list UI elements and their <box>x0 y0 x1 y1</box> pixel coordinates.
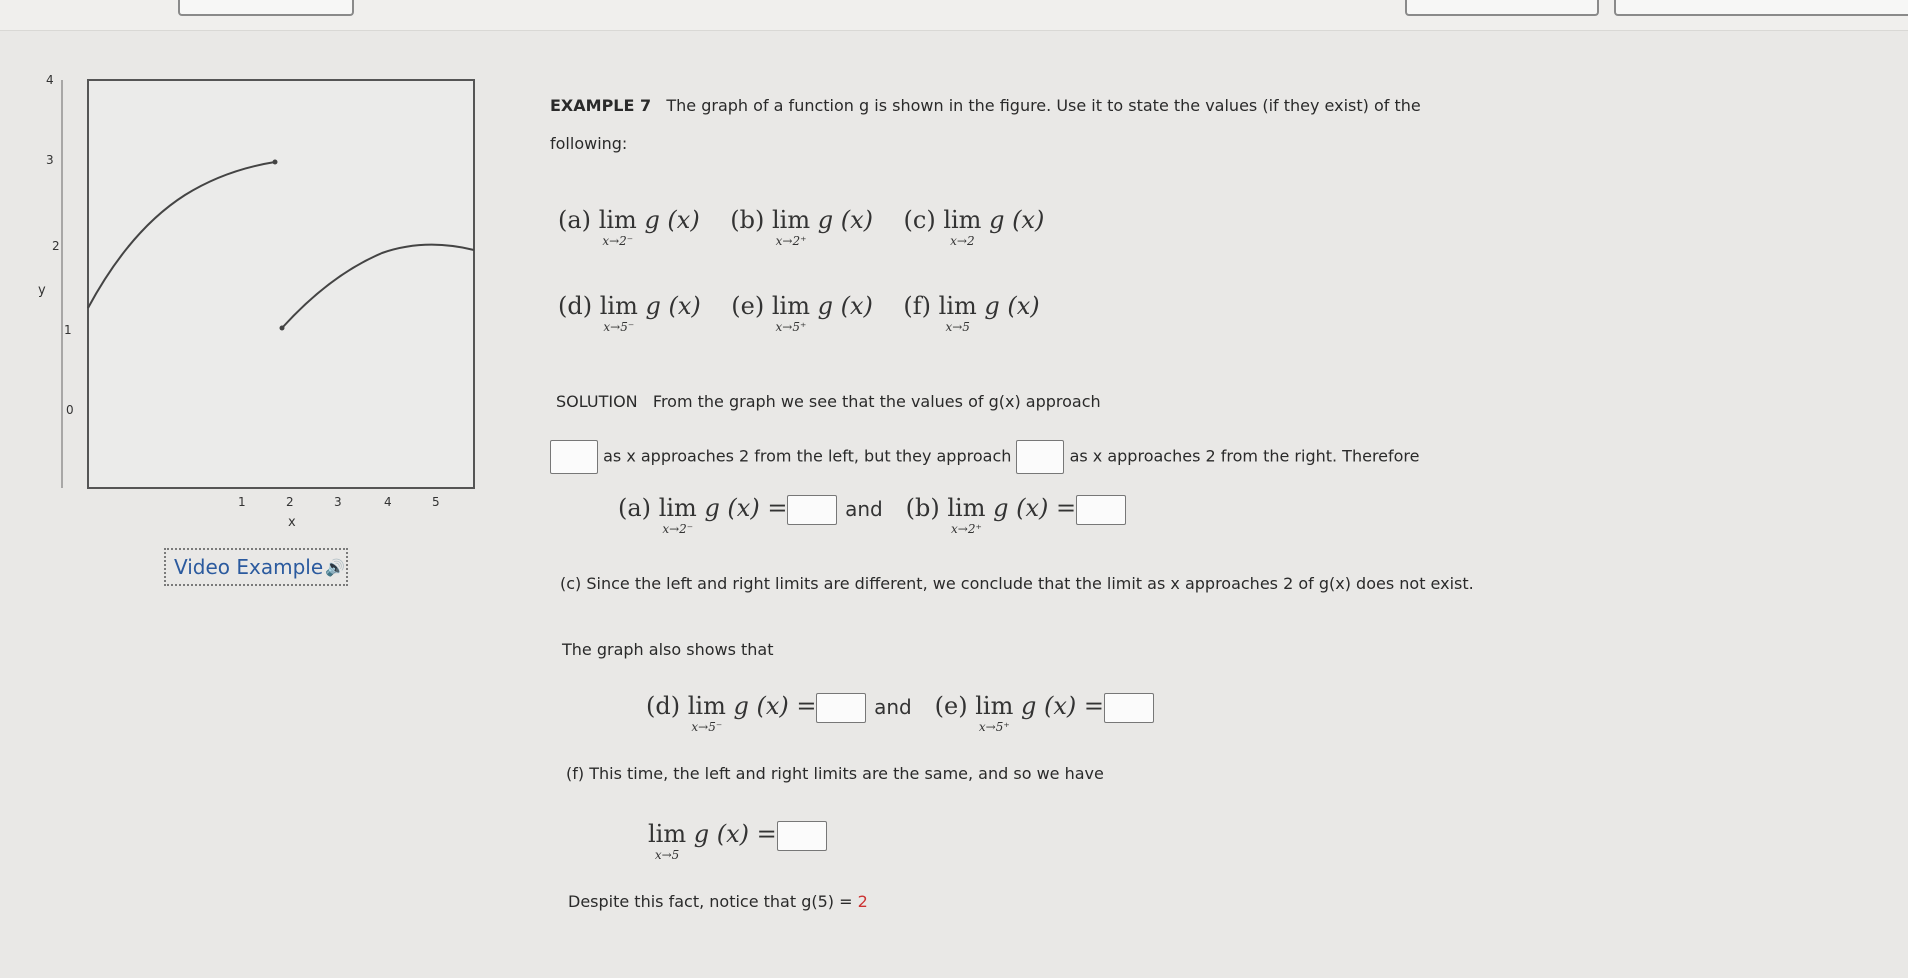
answer-d-tag: (d) <box>646 692 681 720</box>
answer-box-left-approach[interactable] <box>550 440 598 474</box>
item-c-lim: lim <box>943 206 982 234</box>
item-e <box>731 292 880 334</box>
y-tick-3: 3 <box>46 153 54 167</box>
answer-f-sub: x→5 <box>654 848 680 862</box>
answer-b-tag: (b) <box>905 494 940 522</box>
solution-heading: SOLUTION <box>556 392 638 411</box>
item-a-func: g (x) <box>644 206 700 234</box>
item-f-lim: lim <box>938 292 977 320</box>
y-tick-4: 4 <box>46 73 54 87</box>
item-a-sub: x→2⁻ <box>602 234 634 248</box>
answer-a-lim: lim <box>658 494 697 522</box>
item-b <box>730 206 880 248</box>
answer-d-lim: lim <box>687 692 726 720</box>
x-tick-2: 2 <box>286 495 294 509</box>
right-endpoint <box>280 326 285 331</box>
item-b-tag: (b) <box>730 206 765 234</box>
graph-frame <box>88 80 474 488</box>
function-graph <box>0 60 520 540</box>
answer-box-d[interactable] <box>816 693 866 723</box>
answer-box-a[interactable] <box>787 495 837 525</box>
solution-text1: From the graph we see that the values of g(x) approach <box>652 392 1101 411</box>
answer-b-lim: lim <box>947 494 986 522</box>
item-d-tag: (d) <box>558 292 593 320</box>
y-tick-2: 2 <box>52 239 60 253</box>
item-d-sub: x→5⁻ <box>603 320 635 334</box>
item-d-func: g (x) <box>645 292 701 320</box>
solution-text2a: as x approaches 2 from the left, but they approach <box>603 446 1012 466</box>
left-endpoint <box>273 160 278 165</box>
answer-box-f[interactable] <box>777 821 827 851</box>
limits-row-2 <box>558 292 1040 334</box>
answer-box-right-approach[interactable] <box>1016 440 1064 474</box>
answer-d-func: g (x) = <box>733 692 817 720</box>
item-b-sub: x→2⁺ <box>775 234 807 248</box>
x-tick-3: 3 <box>334 495 342 509</box>
answers-a-b <box>618 494 1126 536</box>
solution-also: The graph also shows that <box>562 640 774 659</box>
item-a-lim: lim <box>598 206 637 234</box>
answer-f-lim: lim <box>648 820 687 848</box>
answer-a-sub: x→2⁻ <box>662 522 694 536</box>
and-label-2: and <box>874 695 912 719</box>
item-a-tag: (a) <box>558 206 592 234</box>
x-tick-5: 5 <box>432 495 440 509</box>
answer-e-tag: (e) <box>934 692 968 720</box>
x-tick-4: 4 <box>384 495 392 509</box>
example-heading: EXAMPLE 7 <box>550 96 652 115</box>
answer-e-sub: x→5⁺ <box>978 720 1010 734</box>
answer-b-sub: x→2⁺ <box>951 522 982 536</box>
item-f-sub: x→5 <box>945 320 970 334</box>
answer-d-sub: x→5⁻ <box>691 720 723 734</box>
video-example-link[interactable] <box>164 548 348 586</box>
item-c <box>903 206 1045 248</box>
g5-value: 2 <box>857 892 868 911</box>
item-c-func: g (x) <box>989 206 1045 234</box>
item-e-func: g (x) <box>817 292 873 320</box>
solution-c: (c) Since the left and right limits are different, we conclude that the limit as x approaches 2 of g(x) does not exist. <box>560 574 1474 593</box>
solution-f: (f) This time, the left and right limits are the same, and so we have <box>566 764 1104 783</box>
item-e-lim: lim <box>771 292 810 320</box>
answer-b-func: g (x) = <box>993 494 1077 522</box>
answers-d-e <box>646 692 1154 734</box>
item-f <box>903 292 1040 334</box>
example-intro-line1: The graph of a function g is shown in the figure. Use it to state the values (if they exist) of the <box>666 96 1421 115</box>
item-d-lim: lim <box>599 292 638 320</box>
answer-f-func: g (x) = <box>693 820 777 848</box>
solution-line1 <box>556 392 1101 411</box>
toolbar-button-1[interactable] <box>178 0 354 16</box>
solution-text2b: as x approaches 2 from the right. Therefore <box>1069 446 1420 466</box>
toolbar-button-3[interactable] <box>1614 0 1908 16</box>
y-tick-1: 1 <box>64 323 72 337</box>
answer-a-func: g (x) = <box>704 494 788 522</box>
top-toolbar <box>0 0 1908 31</box>
despite-text: Despite this fact, notice that g(5) = <box>568 892 853 911</box>
answer-box-e[interactable] <box>1104 693 1154 723</box>
item-d <box>558 292 708 334</box>
despite-line <box>568 892 868 911</box>
item-a <box>558 206 707 248</box>
example-intro-line2: following: <box>550 134 628 153</box>
answer-box-b[interactable] <box>1076 495 1126 525</box>
video-example-label[interactable]: Video Example <box>174 555 324 579</box>
item-f-func: g (x) <box>984 292 1040 320</box>
y-tick-0: 0 <box>66 403 74 417</box>
answer-a-tag: (a) <box>618 494 652 522</box>
x-axis-label: x <box>288 515 296 530</box>
item-c-tag: (c) <box>903 206 936 234</box>
y-axis-label: y <box>38 283 46 298</box>
item-e-sub: x→5⁺ <box>775 320 807 334</box>
item-b-func: g (x) <box>817 206 873 234</box>
answer-f <box>648 820 827 862</box>
item-c-sub: x→2 <box>950 234 975 248</box>
x-tick-1: 1 <box>238 495 246 509</box>
and-label-1: and <box>845 497 883 521</box>
item-e-tag: (e) <box>731 292 765 320</box>
solution-line2 <box>550 440 1420 474</box>
speaker-icon[interactable]: 🔊 <box>325 557 346 577</box>
item-f-tag: (f) <box>903 292 932 320</box>
answer-e-lim: lim <box>975 692 1014 720</box>
graph-svg <box>0 60 520 540</box>
example-intro <box>550 96 1421 115</box>
item-b-lim: lim <box>771 206 811 234</box>
limits-row-1 <box>558 206 1044 248</box>
toolbar-button-2[interactable] <box>1405 0 1599 16</box>
answer-e-func: g (x) = <box>1020 692 1104 720</box>
